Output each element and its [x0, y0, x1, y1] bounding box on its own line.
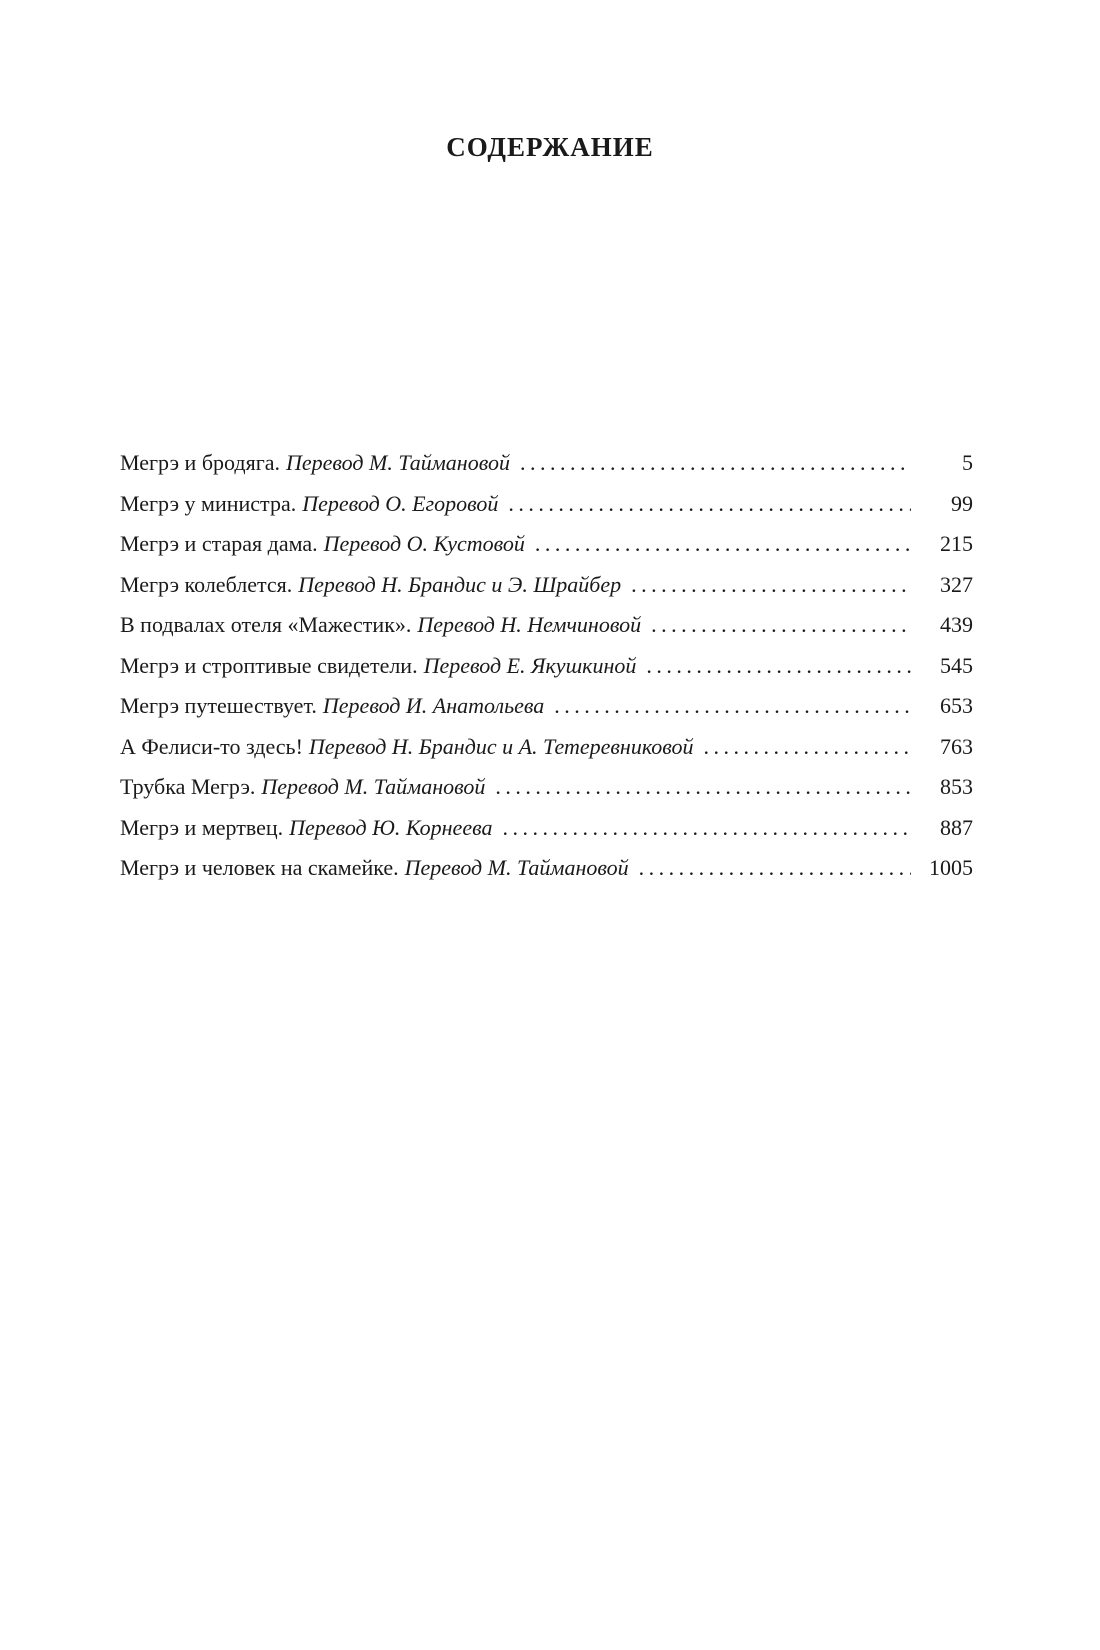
toc-entry: [120, 646, 973, 687]
table-of-contents: [120, 443, 973, 889]
dot-leader: [639, 848, 911, 889]
toc-entry-title: А Фелиси-то здесь!: [120, 733, 303, 759]
toc-entry: [120, 484, 973, 525]
toc-entry-translator: Перевод Н. Немчиновой: [417, 612, 642, 637]
toc-entry-page: 5: [962, 450, 973, 475]
toc-entry: [120, 686, 973, 727]
dot-leader: [535, 524, 911, 565]
dot-leader: [508, 484, 911, 525]
toc-entry-title: Мегрэ и мертвец.: [120, 814, 284, 840]
toc-entry-page: 1005: [929, 855, 973, 880]
toc-entry-page: 439: [940, 612, 973, 637]
toc-entry-translator: Перевод О. Кустовой: [323, 531, 525, 556]
dot-leader: [646, 646, 911, 687]
toc-entry-page: 99: [951, 490, 973, 516]
toc-entry-page: 887: [940, 814, 973, 840]
dot-leader: [554, 686, 911, 727]
toc-entry-page: 653: [940, 693, 973, 718]
toc-entry-title: Мегрэ и человек на скамейке.: [120, 855, 399, 880]
page-title: СОДЕРЖАНИЕ: [446, 132, 654, 162]
toc-entry-title: Мегрэ у министра.: [120, 490, 297, 516]
toc-entry-page: 215: [940, 531, 973, 556]
toc-entry-translator: Перевод О. Егоровой: [302, 490, 499, 516]
toc-entry: [120, 727, 973, 768]
dot-leader: [520, 443, 911, 484]
toc-entry: [120, 605, 973, 646]
toc-entry-translator: Перевод Н. Брандис и Э. Шрайбер: [298, 571, 622, 597]
dot-leader: [651, 605, 911, 646]
toc-entry: [120, 848, 973, 889]
toc-entry-title: Мегрэ и строптивые свидетели.: [120, 652, 418, 678]
toc-entry-translator: Перевод Е. Якушкиной: [423, 652, 637, 678]
toc-entry: [120, 808, 973, 849]
dot-leader: [502, 808, 911, 849]
toc-entry: [120, 767, 973, 808]
toc-entry-translator: Перевод Н. Брандис и А. Тетеревниковой: [308, 733, 694, 759]
toc-entry-page: 853: [940, 774, 973, 799]
toc-entry-title: Трубка Мегрэ.: [120, 774, 256, 799]
toc-entry-title: В подвалах отеля «Мажестик».: [120, 612, 412, 637]
toc-entry-page: 327: [940, 571, 973, 597]
toc-entry-page: 545: [940, 652, 973, 678]
dot-leader: [631, 565, 911, 606]
toc-entry: [120, 565, 973, 606]
toc-entry: [120, 443, 973, 484]
toc-entry-title: Мегрэ и старая дама.: [120, 531, 318, 556]
toc-entry-translator: Перевод И. Анатольева: [322, 693, 545, 718]
toc-entry-translator: Перевод М. Таймановой: [285, 450, 510, 475]
toc-entry: [120, 524, 973, 565]
toc-entry-translator: Перевод Ю. Корнеева: [289, 814, 493, 840]
dot-leader: [704, 727, 911, 768]
toc-entry-translator: Перевод М. Таймановой: [261, 774, 486, 799]
dot-leader: [495, 767, 911, 808]
toc-entry-title: Мегрэ путешествует.: [120, 693, 317, 718]
toc-entry-title: Мегрэ и бродяга.: [120, 450, 280, 475]
toc-entry-page: 763: [940, 733, 973, 759]
toc-entry-title: Мегрэ колеблется.: [120, 571, 293, 597]
toc-entry-translator: Перевод М. Таймановой: [404, 855, 629, 880]
